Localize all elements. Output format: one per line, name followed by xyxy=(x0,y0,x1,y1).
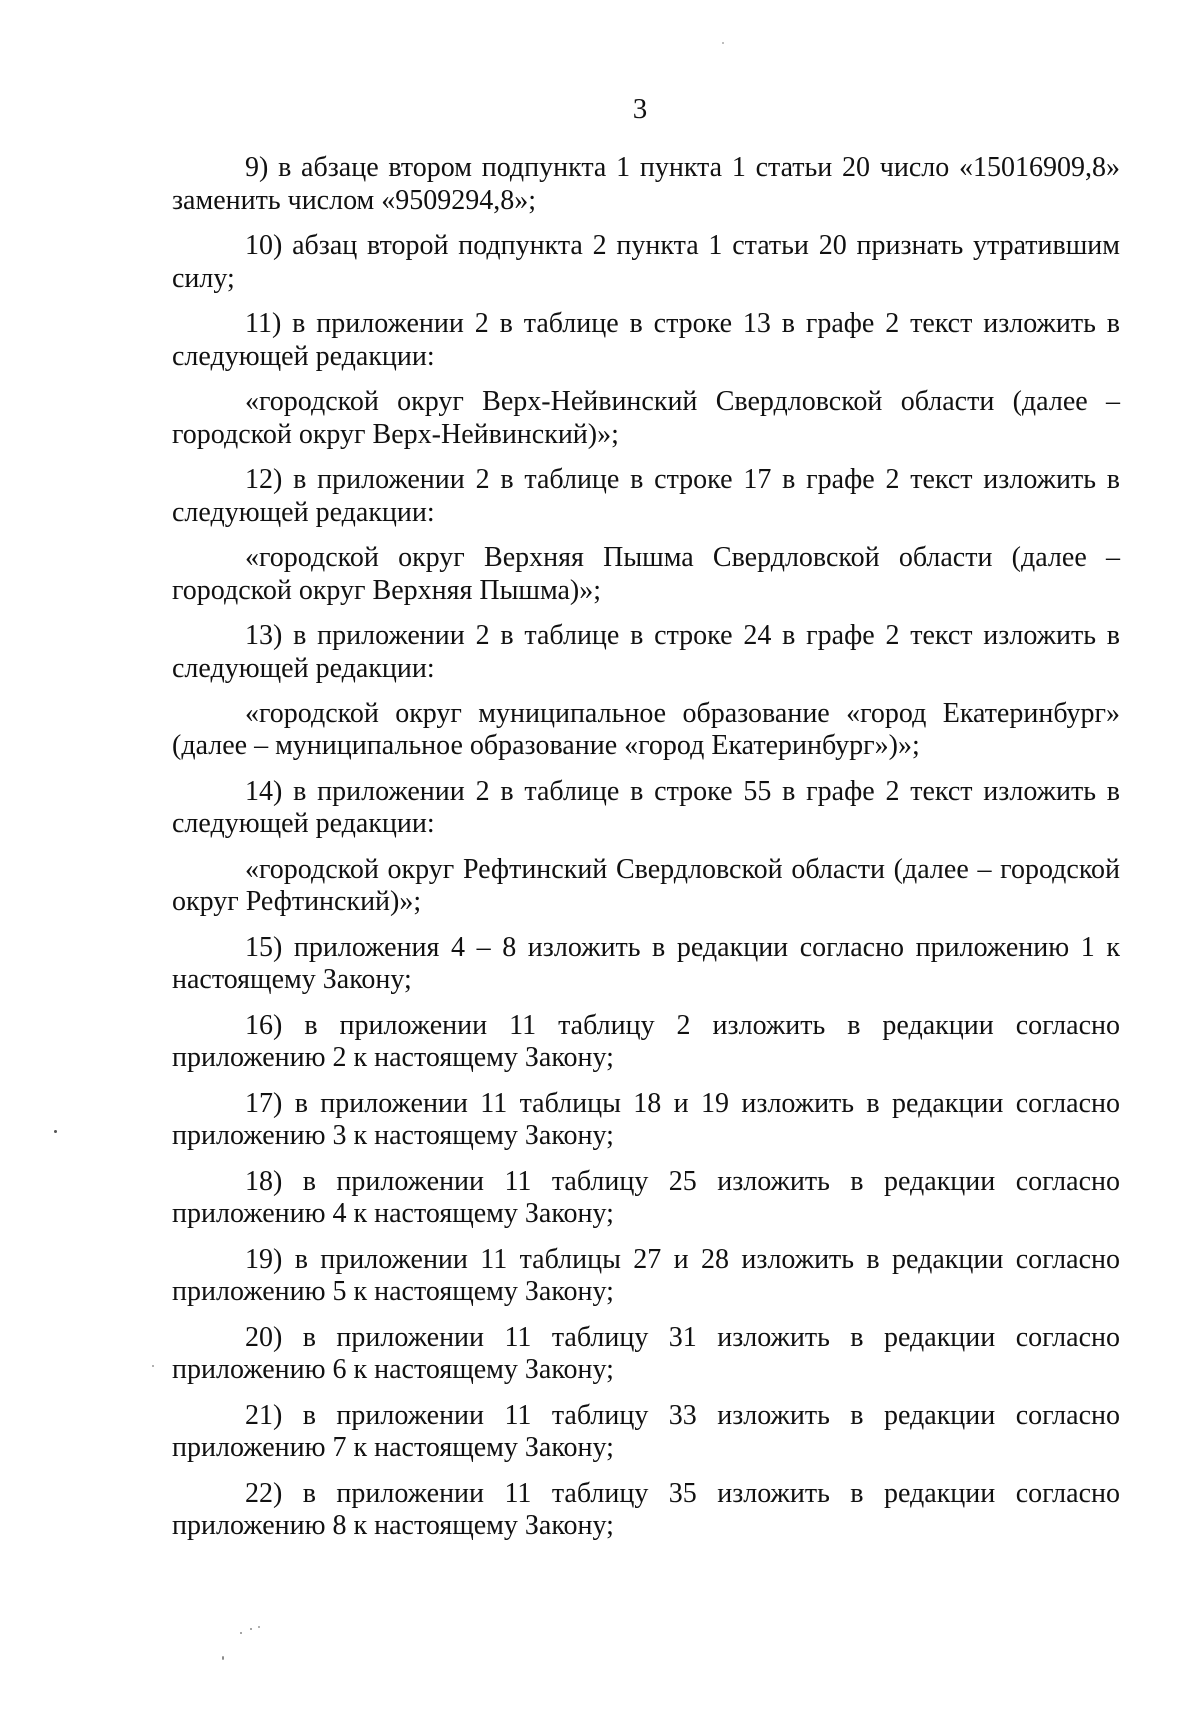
quoted-text-verkhnyaya-pyshma: «городской округ Верхняя Пышма Свердловской области (далее – городской округ Верхняя Пышма)»; xyxy=(172,541,1120,606)
paragraph-item-16: 16) в приложении 11 таблицу 2 изложить в редакции согласно приложению 2 к настоящему Закону; xyxy=(172,1009,1120,1074)
paragraph-item-12: 12) в приложении 2 в таблице в строке 17 в графе 2 текст изложить в следующей редакции: xyxy=(172,463,1120,528)
paragraph-item-13: 13) в приложении 2 в таблице в строке 24 в графе 2 текст изложить в следующей редакции: xyxy=(172,619,1120,684)
quoted-text-reftinsky: «городской округ Рефтинский Свердловской области (далее – городской округ Рефтинский)»; xyxy=(172,853,1120,918)
quoted-text-yekaterinburg: «городской округ муниципальное образование «город Екатеринбург» (далее – муниципальное образование «город Екатеринбург»)»; xyxy=(172,697,1120,762)
document-body xyxy=(172,152,1120,1556)
scan-speck xyxy=(240,1632,242,1634)
paragraph-item-14: 14) в приложении 2 в таблице в строке 55 в графе 2 текст изложить в следующей редакции: xyxy=(172,775,1120,840)
paragraph-item-11: 11) в приложении 2 в таблице в строке 13 в графе 2 текст изложить в следующей редакции: xyxy=(172,307,1120,372)
quoted-text-verkh-neyvinsky: «городской округ Верх-Нейвинский Свердловской области (далее – городской округ Верх-Нейвинский)»; xyxy=(172,385,1120,450)
paragraph-item-9: 9) в абзаце втором подпункта 1 пункта 1 статьи 20 число «15016909,8» заменить числом «9509294,8»; xyxy=(172,152,1120,216)
scan-speck xyxy=(54,1130,57,1133)
scan-speck xyxy=(222,1656,224,1660)
paragraph-item-20: 20) в приложении 11 таблицу 31 изложить в редакции согласно приложению 6 к настоящему Закону; xyxy=(172,1321,1120,1386)
paragraph-item-18: 18) в приложении 11 таблицу 25 изложить в редакции согласно приложению 4 к настоящему Закону; xyxy=(172,1165,1120,1230)
paragraph-item-19: 19) в приложении 11 таблицы 27 и 28 изложить в редакции согласно приложению 5 к настоящему Закону; xyxy=(172,1243,1120,1308)
paragraph-item-10: 10) абзац второй подпункта 2 пункта 1 статьи 20 признать утратившим силу; xyxy=(172,229,1120,294)
paragraph-item-17: 17) в приложении 11 таблицы 18 и 19 изложить в редакции согласно приложению 3 к настоящему Закону; xyxy=(172,1087,1120,1152)
paragraph-item-21: 21) в приложении 11 таблицу 33 изложить в редакции согласно приложению 7 к настоящему Закону; xyxy=(172,1399,1120,1464)
scan-speck xyxy=(722,42,724,44)
paragraph-item-22: 22) в приложении 11 таблицу 35 изложить в редакции согласно приложению 8 к настоящему Закону; xyxy=(172,1477,1120,1542)
page-number: 3 xyxy=(632,93,648,125)
scan-speck xyxy=(152,1365,154,1367)
paragraph-item-15: 15) приложения 4 – 8 изложить в редакции согласно приложению 1 к настоящему Закону; xyxy=(172,931,1120,996)
scan-speck xyxy=(258,1626,260,1628)
scan-speck xyxy=(250,1628,252,1630)
